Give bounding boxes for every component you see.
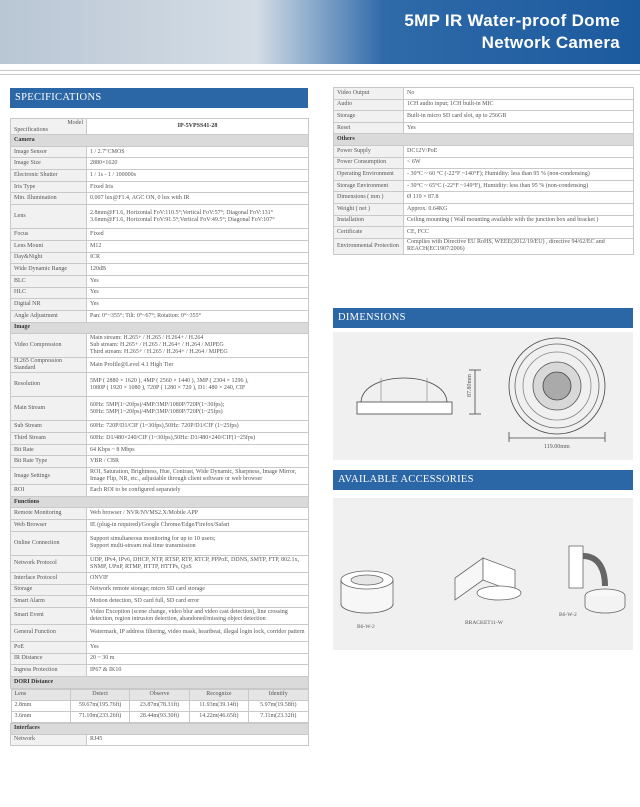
spec-label: Image Sensor (11, 146, 87, 158)
spec-value: DC12V/PoE (404, 145, 634, 157)
spec-label: Certificate (334, 227, 404, 239)
model-number: IP-5VPSS41-28 (87, 119, 309, 135)
spec-label: Storage (334, 111, 404, 123)
spec-label: Bit Rate Type (11, 456, 87, 468)
dimensions-heading: DIMENSIONS (333, 308, 633, 328)
spec-row (11, 193, 309, 205)
spec-row (11, 240, 309, 252)
spec-label: PoE (11, 641, 87, 653)
spec-value: Yes (87, 275, 309, 287)
spec-group-row (11, 135, 309, 147)
spec-row (11, 181, 309, 193)
spec-label: Interface Protocol (11, 572, 87, 584)
accessory-label-2: BRACKET11-W (465, 620, 503, 626)
spec-value: Video Exception (scene change, video blur and video cast detection), line crossing detection, region intrusion detection, abandoned/missing object detection (87, 607, 309, 624)
spec-row (334, 238, 634, 254)
spec-label: Environmental Protection (334, 238, 404, 254)
spec-value: 1CH audio input; 1CH built-in MIC (404, 99, 634, 111)
spec-label: Iris Type (11, 181, 87, 193)
dori-title: DORI Distance (11, 676, 309, 688)
spec-group-title: Functions (11, 496, 309, 508)
spec-row (334, 111, 634, 123)
spec-row (11, 334, 309, 358)
spec-label: Angle Adjustment (11, 310, 87, 322)
spec-value: - 30°C ~ 65°C (-22°F ~149°F), Humidity: less than 95 % (non-condensing) (404, 180, 634, 192)
spec-label: Storage (11, 584, 87, 596)
spec-row (11, 584, 309, 596)
product-title-line2: Network Camera (481, 33, 620, 52)
spec-value: Yes (87, 299, 309, 311)
spec-value: < 6W (404, 157, 634, 169)
diameter-dimension-label: 119.00mm (544, 444, 570, 450)
spec-label: Lens (11, 205, 87, 229)
dori-cell: 59.67m(195.76ft) (70, 700, 129, 711)
wall-bracket-plate (569, 546, 583, 588)
spec-row (11, 572, 309, 584)
spec-row (334, 99, 634, 111)
spec-label: Power Supply (334, 145, 404, 157)
dori-cell: 11.93m(39.14ft) (189, 700, 248, 711)
spec-table-left (10, 118, 309, 746)
spec-group-title: Camera (11, 135, 309, 147)
title-banner (0, 0, 640, 64)
spec-value: Yes (87, 287, 309, 299)
spec-group-title: Others (334, 134, 634, 146)
spec-row (334, 122, 634, 134)
dori-cell: 28.44m(93.30ft) (130, 711, 189, 722)
spec-label: Network (11, 734, 87, 745)
spec-value: 1 / 2.7"CMOS (87, 146, 309, 158)
spec-row (334, 215, 634, 227)
spec-row (11, 229, 309, 241)
spec-value: 60Hz: 720P/D1/CIF (1~30fps),50Hz: 720P/D1/CIF (1~25fps) (87, 421, 309, 433)
spec-value: 120dB (87, 264, 309, 276)
spec-label: Video Compression (11, 334, 87, 358)
spec-row (11, 531, 309, 555)
spec-value: ONVIF (87, 572, 309, 584)
product-title-line1: 5MP IR Water-proof Dome (404, 11, 620, 30)
spec-value: Motion detection, SD card full, SD card error (87, 596, 309, 608)
spec-label: Storage Environment (334, 180, 404, 192)
dori-cell: 5.97m(19.58ft) (249, 700, 308, 711)
camera-dome-side (361, 378, 447, 402)
spec-value: Support simultaneous monitoring for up to 10 users; Support multi-stream real time transmission (87, 531, 309, 555)
spec-value: Pan: 0°~355°; Tilt: 0°~67°; Rotation: 0°~355° (87, 310, 309, 322)
dori-row (11, 700, 308, 711)
spec-label: Min. Illumination (11, 193, 87, 205)
spec-row (11, 433, 309, 445)
spec-group-row (11, 496, 309, 508)
spec-row (11, 264, 309, 276)
spec-label: Third Stream (11, 433, 87, 445)
spec-value: M12 (87, 240, 309, 252)
spec-label: Electronic Shutter (11, 170, 87, 182)
spec-label: Web Browser (11, 520, 87, 532)
spec-group-row (334, 134, 634, 146)
dori-table-cell (11, 688, 309, 723)
interfaces-title: Interfaces (11, 723, 309, 734)
spec-row (11, 170, 309, 182)
spec-row (11, 485, 309, 497)
spec-label: Lens Mount (11, 240, 87, 252)
divider (0, 70, 640, 71)
spec-row (11, 358, 309, 373)
spec-row (11, 287, 309, 299)
dori-cell: 7.11m(23.32ft) (249, 711, 308, 722)
dimension-drawing (333, 332, 633, 460)
spec-label: General Function (11, 624, 87, 641)
spec-value: 20 ~ 30 m (87, 653, 309, 665)
spec-value: Complies with Directive EU RoHS, WEEE(2012/19/EU) , directive 94/62/EC and REACH(EC1907/2006) (404, 238, 634, 254)
spec-row (11, 468, 309, 485)
spec-label: Focus (11, 229, 87, 241)
spec-label: Image Size (11, 158, 87, 170)
spec-row (334, 157, 634, 169)
spec-row (11, 624, 309, 641)
spec-value: Main stream: H.265+ / H.265 / H.264+ / H.264 Sub stream: H.265+ / H.265 / H.264+ / H.264 / MJPEG Third stream: H.265+ / H.265 / H.264+ / H.264 / MJPEG (87, 334, 309, 358)
dori-cell: 3.6mm (11, 711, 70, 722)
dori-header-cell: Detect (70, 689, 129, 700)
spec-value: Yes (87, 641, 309, 653)
spec-row (11, 596, 309, 608)
dori-header-row (11, 689, 308, 700)
spec-value: 2.8mm@F1.6, Horizontal FoV:110.5°;Vertical FoV:57°; Diagonal FoV:131° 3.6mm@F1.6, Horizontal FoV:91.5°;Vertical FoV:49.5°; Diagonal FoV:107° (87, 205, 309, 229)
spec-value: ROI, Saturation, Brightness, Hue, Contrast, Wide Dynamic, Sharpness, Image Mirror, Image Flip, NR, etc., adjustable through client software or web browser (87, 468, 309, 485)
camera-base-side (357, 402, 452, 414)
spec-row (11, 275, 309, 287)
spec-row (11, 641, 309, 653)
spec-value: IP67 & IK10 (87, 665, 309, 677)
spec-group-title: Image (11, 322, 309, 334)
spec-value: Built-in micro SD card slot, up to 256GB (404, 111, 634, 123)
spec-row (11, 607, 309, 624)
dori-table (11, 689, 309, 723)
spec-label: Ingress Protection (11, 665, 87, 677)
spec-value: Yes (404, 122, 634, 134)
spec-table-right (333, 87, 634, 255)
spec-row (11, 397, 309, 421)
spec-row (11, 373, 309, 397)
spec-value: 64 Kbps ~ 8 Mbps (87, 444, 309, 456)
spec-label: Installation (334, 215, 404, 227)
spec-value: 1 / 1s - 1 / 100000s (87, 170, 309, 182)
spec-row (334, 192, 634, 204)
spec-table-left-body (11, 119, 309, 746)
dori-header-cell: Observe (130, 689, 189, 700)
spec-label: BLC (11, 275, 87, 287)
spec-label: Sub Stream (11, 421, 87, 433)
dori-header-cell: Identify (249, 689, 308, 700)
spec-value: Network remote storage; micro SD card storage (87, 584, 309, 596)
dori-table-row (11, 688, 309, 723)
spec-label: Network Protocol (11, 555, 87, 572)
spec-row (334, 88, 634, 100)
spec-row (11, 158, 309, 170)
dimensions-panel (333, 332, 633, 460)
spec-value: 5MP ( 2880 × 1620 ), 4MP ( 2560 × 1440 ), 3MP ( 2304 × 1296 ), 1080P ( 1920 × 1080 ), 720P ( 1280 × 720 ), D1: 480 × 240, CIF (87, 373, 309, 397)
spec-label: Remote Monitoring (11, 508, 87, 520)
spec-label: Resolution (11, 373, 87, 397)
accessory-label-1: B6-W-2 (357, 624, 375, 630)
spec-value: Main Profile@Level 4.1 High Tier (87, 358, 309, 373)
spec-header-row (11, 119, 309, 135)
interfaces-group-row (11, 723, 309, 734)
dori-row (11, 711, 308, 722)
spec-label: Bit Rate (11, 444, 87, 456)
spec-value: 2880×1620 (87, 158, 309, 170)
spec-label: Wide Dynamic Range (11, 264, 87, 276)
spec-row (334, 169, 634, 181)
dori-cell: 14.22m(46.65ft) (189, 711, 248, 722)
spec-row (11, 555, 309, 572)
accessories-drawing (333, 498, 633, 650)
spec-row (334, 145, 634, 157)
model-label: Model (67, 120, 83, 126)
spec-value: Web browser / NVR/NVMS2.X/Mobile APP (87, 508, 309, 520)
accessory-label-3: B6-W-2 (559, 612, 577, 618)
accessories-heading: AVAILABLE ACCESSORIES (333, 470, 633, 490)
spec-value: Approx. 0.64KG (404, 203, 634, 215)
spec-value: ICR (87, 252, 309, 264)
spec-value: 60Hz: 5MP(1~20fps)/4MP/3MP/1080P/720P(1~30fps); 50Hz: 5MP(1~20fps)/4MP/3MP/1080P/720P(1~25fps) (87, 397, 309, 421)
divider (0, 74, 640, 75)
dori-group-row (11, 676, 309, 688)
spec-label: Online Connection (11, 531, 87, 555)
spec-row (11, 146, 309, 158)
spec-label: Digital NR (11, 299, 87, 311)
spec-label: Dimensions ( mm ) (334, 192, 404, 204)
spec-row (11, 734, 309, 745)
spec-value: - 30°C ~ 60 °C (-22°F ~140°F); Humidity: less than 95 % (non-condensing) (404, 169, 634, 181)
spec-label: H.265 Compression Standard (11, 358, 87, 373)
spec-label: Main Stream (11, 397, 87, 421)
height-dimension-label: 87.80mm (467, 374, 473, 397)
spec-value: Fixed (87, 229, 309, 241)
accessories-panel (333, 498, 633, 650)
spec-value: Ceiling mounting ( Wall mounting available with the junction box and bracket ) (404, 215, 634, 227)
spec-row (11, 444, 309, 456)
specifications-label: Specifications (14, 127, 48, 133)
spec-row (11, 421, 309, 433)
spec-value: RJ45 (87, 734, 309, 745)
spec-label: ROI (11, 485, 87, 497)
spec-row (11, 252, 309, 264)
dori-cell: 71.10m(233.26ft) (70, 711, 129, 722)
spec-label: Audio (334, 99, 404, 111)
spec-row (11, 665, 309, 677)
spec-row (11, 508, 309, 520)
spec-value: VBR / CBR (87, 456, 309, 468)
spec-value: Watermark, IP address filtering, video mask, heartbeat, illegal login lock, corridor pattern (87, 624, 309, 641)
spec-label: Day&Night (11, 252, 87, 264)
spec-group-row (11, 322, 309, 334)
spec-label: Smart Event (11, 607, 87, 624)
spec-row (334, 203, 634, 215)
spec-label: HLC (11, 287, 87, 299)
dori-cell: 2.8mm (11, 700, 70, 711)
dori-cell: 23.87m(78.31ft) (130, 700, 189, 711)
spec-value: Fixed Iris (87, 181, 309, 193)
spec-label: Video Output (334, 88, 404, 100)
spec-value: CE, FCC (404, 227, 634, 239)
spec-value: 0.007 lux@F1.4, AGC ON, 0 lux with IR (87, 193, 309, 205)
spec-value: UDP, IPv4, IPv6, DHCP, NTP, RTSP, RTP, RTCP, PPPoE, DDNS, SMTP, FTP, 802.1x, SNMP, UPnP, RTMP, HTTP, HTTPs, QoS (87, 555, 309, 572)
spec-header-corner (11, 119, 87, 135)
spec-row (11, 299, 309, 311)
dori-header-cell: Recognize (189, 689, 248, 700)
spec-label: Power Consumption (334, 157, 404, 169)
spec-value: IE (plug-in required)/Google Chrome/Edge/Firefox/Safari (87, 520, 309, 532)
spec-table-right-body (334, 88, 634, 255)
spec-label: Reset (334, 122, 404, 134)
bracket-mount (477, 586, 521, 600)
spec-row (11, 520, 309, 532)
spec-label: Smart Alarm (11, 596, 87, 608)
spec-label: Image Settings (11, 468, 87, 485)
spec-label: Weight ( net ) (334, 203, 404, 215)
spec-label: IR Distance (11, 653, 87, 665)
spec-row (11, 205, 309, 229)
spec-value: 60Hz: D1/480×240/CIF (1~30fps),50Hz: D1/480×240/CIF(1~25fps) (87, 433, 309, 445)
spec-row (11, 310, 309, 322)
spec-row (334, 180, 634, 192)
spec-value: Each ROI to be configured separately (87, 485, 309, 497)
spec-row (11, 456, 309, 468)
specifications-heading: SPECIFICATIONS (10, 88, 308, 108)
spec-value: Ø 119 × 87.8 (404, 192, 634, 204)
dori-header-cell: Lens (11, 689, 70, 700)
spec-row (334, 227, 634, 239)
spec-value: No (404, 88, 634, 100)
spec-row (11, 653, 309, 665)
spec-label: Operating Environment (334, 169, 404, 181)
